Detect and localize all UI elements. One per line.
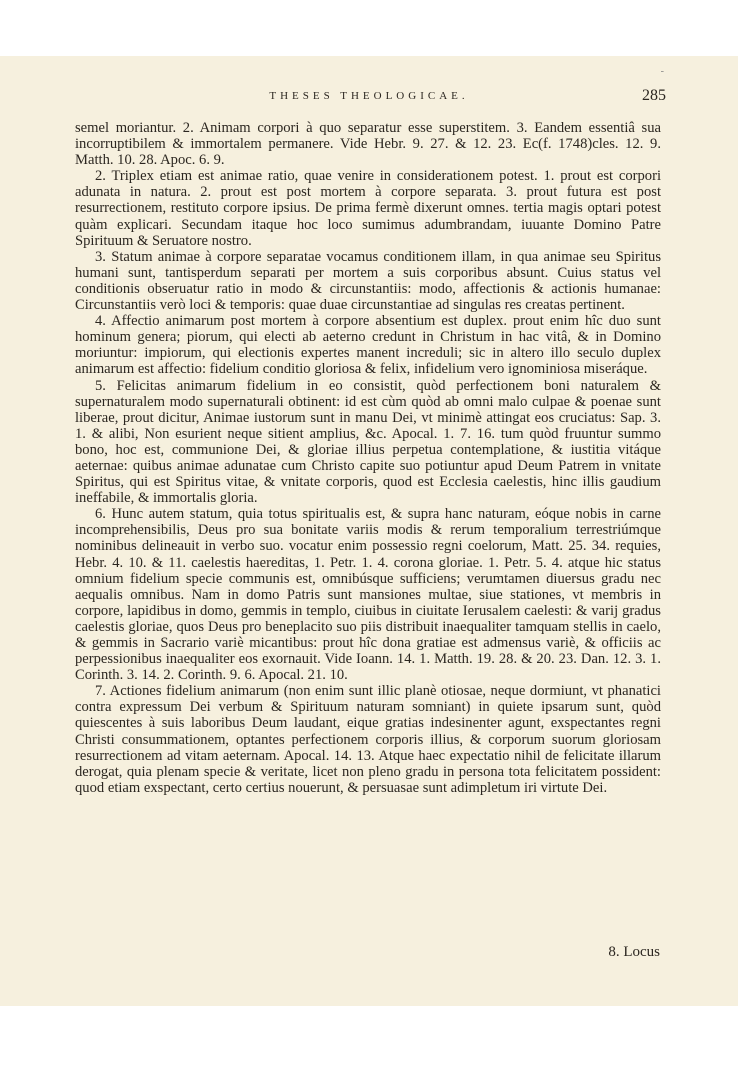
page-number: 285 — [642, 87, 666, 104]
paragraph: 5. Felicitas animarum fidelium in eo consistit, quòd perfectionem boni naturalem & supernaturalem modo supernaturali obtinent: id est cùm quòd ab omni malo culpae & poenae sunt liberae, prout dicitur, Animae iustorum sunt in manu Dei, vt minimè attingat eos cruciatus: Sap. 3. 1. & alibi, Non esurient neque sitient amplius, &c. Apocal. 1. 7. 16. tum quòd fruuntur summo bono, hoc est, communione Dei, & gloriae illius perpetua contemplatione, & iustitia vitáque aeternae: quibus animae adunatae cum Christo capite suo potiuntur apud Deum Patrem in vnitate Spiritus, qui est Spiritus vitae, & vnitate corporis, quod est Ecclesia caelestis, hinc illis gaudium ineffabile, & immortalis gloria. — [75, 377, 661, 507]
running-title: THESES THEOLOGICAE. — [269, 90, 469, 102]
paragraph: 2. Triplex etiam est animae ratio, quae venire in considerationem potest. 1. prout est corpori adunata in natura. 2. prout est post mortem à corpore separata. 3. prout futura est post resurrectionem, restituto corpore ipsius. De prima fermè dixerunt omnes. tertia magis optari potest quàm explicari. Secundam itaque hoc loco sumimus adumbrandam, iuuante Domino Patre Spirituum & Seruatore nostro. — [75, 168, 661, 249]
book-page — [0, 56, 738, 1006]
paragraph: semel moriantur. 2. Animam corpori à quo separatur esse superstitem. 3. Eandem essentiâ sua incorruptibilem & immortalem permanere. Vide Hebr. 9. 27. & 12. 23. Ec(f. 1748)cles. 12. 9. Matth. 10. 28. Apoc. 6. 9. — [75, 120, 661, 169]
paragraph: 3. Statum animae à corpore separatae vocamus conditionem illam, in qua animae seu Spiritus humani sunt, tantisperdum separati per mortem a suis corporibus absunt. Cuius status vel conditionis obseruatur ratio in modo & circunstantiis: modo, affectionis & actionis humanae: Circunstantiis verò loci & temporis: quae duae circunstantiae ad singulas res creatas pertinent. — [75, 248, 661, 314]
body-text — [75, 120, 661, 796]
margin-mark: - — [660, 66, 664, 77]
page-header — [0, 66, 738, 110]
paragraph: 6. Hunc autem statum, quia totus spiritualis est, & supra hanc naturam, eóque nobis in carne incomprehensibilis, Deus pro sua bonitate variis modis & rerum temporalium terrestriúmque nominibus delineauit in verbo suo. vocatur enim possessio regni coelorum, Matt. 25. 34. requies, Hebr. 4. 10. & 11. caelestis haereditas, 1. Petr. 1. 4. corona gloriae. 1. Petr. 5. 4. atque hic status omnium fidelium specie communis est, omnibúsque sufficiens; verumtamen diuersus gradu nec aequalis omnibus. Nam in domo Patris sunt mansiones multae, siue stationes, vt membris in corpore, lapidibus in domo, gemmis in templo, ciuibus in ciuitate Ierusalem caelesti: & varij gradus caelestis gloriae, quos Deus pro beneplacito suo piis distribuit inaequaliter tamquam stellis in caelo, & gemmis in Sacrario variè micantibus: prout hîc dona gratiae est admensus variè, & officiis ac perpessionibus inaequaliter eos exornauit. Vide Ioann. 14. 1. Matth. 19. 28. & 20. 23. Dan. 12. 3. 1. Corinth. 3. 14. 2. Corinth. 9. 6. Apocal. 21. 10. — [75, 506, 661, 684]
paragraph: 7. Actiones fidelium animarum (non enim sunt illic planè otiosae, neque dormiunt, vt phanatici contra expressum Dei verbum & Spirituum naturam somniant) in quiete ipsarum sunt, quòd quiescentes à suis laboribus Deum laudant, eique gratias indesinenter agunt, exspectantes regni Christi consummationem, optantes perfectionem corporis illius, & corporum suorum gloriosam resurrectionem ad vitam aeternam. Apocal. 14. 13. Atque haec expectatio nihil de felicitate illarum derogat, quia plenam specie & veritate, licet non pleno gradu in persona tota felicitatem possident: quod etiam exspectant, certo certius nouerunt, & persuasae sunt adimpletum iri virtute Dei. — [75, 683, 661, 796]
catchword: 8. Locus — [608, 944, 660, 960]
paragraph: 4. Affectio animarum post mortem à corpore absentium est duplex. prout enim hîc duo sunt hominum genera; piorum, qui electi ab aeterno credunt in Christum in hac vitâ, & in Domino moriuntur: impiorum, qui electionis expertes manent increduli; sic in altero illo seculo duplex animarum est affectio: fidelium conditio gloriosa & felix, infidelium vero ignominiosa miseráque. — [75, 313, 661, 378]
